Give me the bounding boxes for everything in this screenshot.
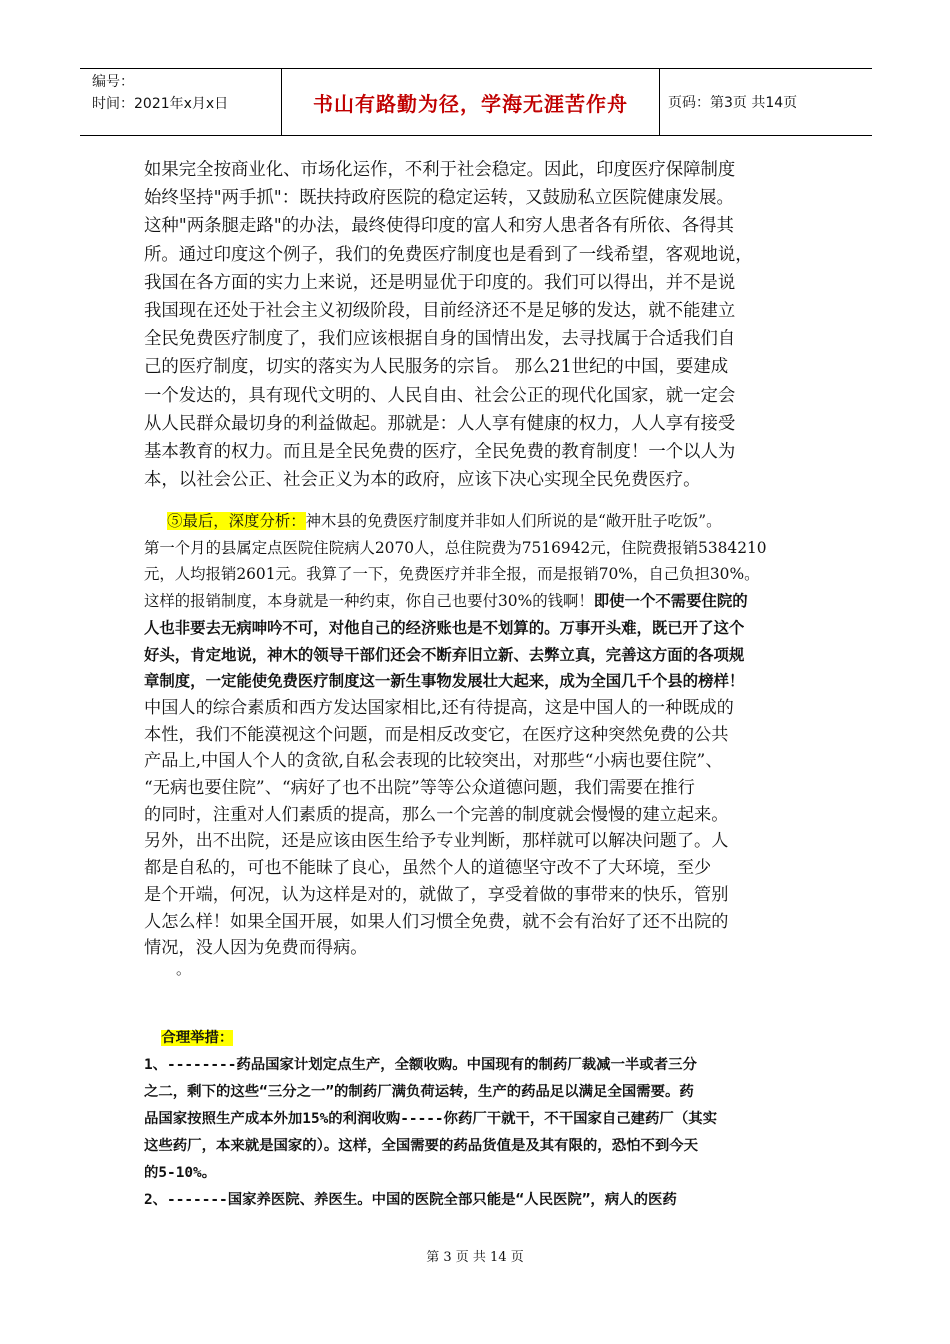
text-line: 如果完全按商业化、市场化运作，不利于社会稳定。因此，印度医疗保障制度 [144, 160, 736, 180]
text-line: 1、--------药品国家计划定点生产，全额收购。中国现有的制药厂裁减一半或者三分 [144, 1057, 697, 1073]
body-paragraph-1 [144, 156, 812, 494]
text-fragment: 神木县的免费医疗制度并非如人们所说的是“敞开肚子吃饭”。 [305, 512, 722, 530]
text-line: 第一个月的县属定点医院住院病人2070人，总住院费为7516942元，住院费报销5384210 [144, 538, 767, 557]
text-line: “无病也要住院”、“病好了也不出院”等等公众道德问题，我们需要在推行 [144, 778, 695, 799]
header-motto: 书山有路勤为径，学海无涯苦作舟 [282, 69, 660, 135]
text-line: 产品上,中国人个人的贪欲,自私会表现的比较突出，对那些“小病也要住院”、 [144, 751, 723, 772]
bold-text-line: 章制度，一定能使免费医疗制度这一新生事物发展壮大起来，成为全国几千个县的榜样！ [144, 672, 745, 691]
text-line: 元，人均报销2601元。我算了一下，免费医疗并非全报，而是报销70%，自己负担30%。 [144, 565, 760, 584]
text-line: 从人民群众最切身的利益做起。那就是：人人享有健康的权力，人人享有接受 [144, 413, 736, 434]
text-line: 这种"两条腿走路"的办法，最终使得印度的富人和穷人患者各有所依、各得其 [144, 216, 734, 237]
text-line: 始终坚持"两手抓"：既扶持政府医院的稳定运转，又鼓励私立医院健康发展。 [144, 188, 734, 209]
text-line: 的5-10%。 [144, 1165, 217, 1181]
lone-punctuation: 。 [176, 960, 192, 978]
document-number-label: 编号： [92, 74, 134, 90]
text-line: 中国人的综合素质和西方发达国家相比,还有待提高，这是中国人的一种既成的 [144, 697, 734, 718]
text-line: 全民免费医疗制度了，我们应该根据自身的国情出发，去寻找属于合适我们自 [144, 329, 736, 350]
text-fragment: 这样的报销制度，本身就是一种约束，你自己也要付30%的钱啊！ [144, 592, 594, 611]
header-page-info: 页码：第3页 共14页 [668, 95, 798, 111]
text-line: 我国在各方面的实力上来说，还是明显优于印度的。我们可以得出，并不是说 [144, 272, 736, 293]
measures-heading: 合理举措： [161, 1030, 234, 1046]
analysis-paragraph [144, 508, 814, 962]
bold-text-fragment: 即使一个不需要住院的 [593, 592, 748, 611]
header-meta [80, 69, 282, 135]
bold-text-line: 好头，肯定地说，神木的领导干部们还会不断弃旧立新、去弊立真，完善这方面的各项规 [144, 645, 745, 664]
text-line: 都是自私的，可也不能昧了良心，虽然个人的道德坚守改不了大环境，至少 [144, 858, 712, 879]
text-line: 一个发达的，具有现代文明的、人民自由、社会公正的现代化国家，就一定会 [144, 385, 736, 406]
text-line: 品国家按照生产成本外加15%的利润收购-----你药厂干就干，不干国家自己建药厂（其实 [144, 1111, 717, 1127]
text-line [144, 1025, 812, 1052]
text-line: 我国现在还处于社会主义初级阶段，目前经济还不是足够的发达，就不能建立 [144, 301, 736, 322]
text-line: 人怎么样！如果全国开展，如果人们习惯全免费，就不会有治好了还不出院的 [144, 911, 729, 932]
text-line: 本性，我们不能漠视这个问题，而是相反改变它，在医疗这种突然免费的公共 [144, 724, 729, 745]
text-line: 另外，出不出院，还是应该由医生给予专业判断，那样就可以解决问题了。人 [144, 831, 729, 852]
page-footer: 第 3 页 共 14 页 [426, 1250, 524, 1265]
text-line [144, 588, 814, 615]
text-line: 2、-------国家养医院、养医生。中国的医院全部只能是“人民医院”，病人的医药 [144, 1192, 677, 1208]
text-line: 基本教育的权力。而且是全民免费的医疗，全民免费的教育制度！一个以人为 [144, 442, 736, 463]
text-line: 本，以社会公正、社会正义为本的政府，应该下决心实现全民免费医疗。 [144, 470, 701, 491]
text-line: 的同时，注重对人们素质的提高，那么一个完善的制度就会慢慢的建立起来。 [144, 804, 729, 825]
document-date: 时间：2021年x月x日 [92, 96, 229, 112]
text-line: 之二，剩下的这些“三分之一”的制药厂满负荷运转，生产的药品足以满足全国需要。药 [144, 1084, 694, 1100]
text-line: 己的医疗制度，切实的落实为人民服务的宗旨。 那么21世纪的中国，要建成 [144, 357, 729, 378]
page-header [80, 68, 872, 136]
text-line: 这些药厂，本来就是国家的）。这样，全国需要的药品货值是及其有限的，恐怕不到今天 [144, 1138, 699, 1154]
analysis-heading: ⑤最后，深度分析： [167, 512, 306, 530]
text-line: 情况，没人因为免费而得病。 [144, 938, 368, 959]
text-line: 是个开端，何况，认为这样是对的，就做了，享受着做的事带来的快乐，管别 [144, 884, 729, 905]
bold-text-line: 人也非要去无病呻吟不可，对他自己的经济账也是不划算的。万事开头难，既已开了这个 [144, 618, 745, 637]
text-line [144, 508, 814, 535]
measures-section [144, 1025, 812, 1214]
text-line: 所。通过印度这个例子，我们的免费医疗制度也是看到了一线希望，客观地说， [144, 244, 753, 265]
